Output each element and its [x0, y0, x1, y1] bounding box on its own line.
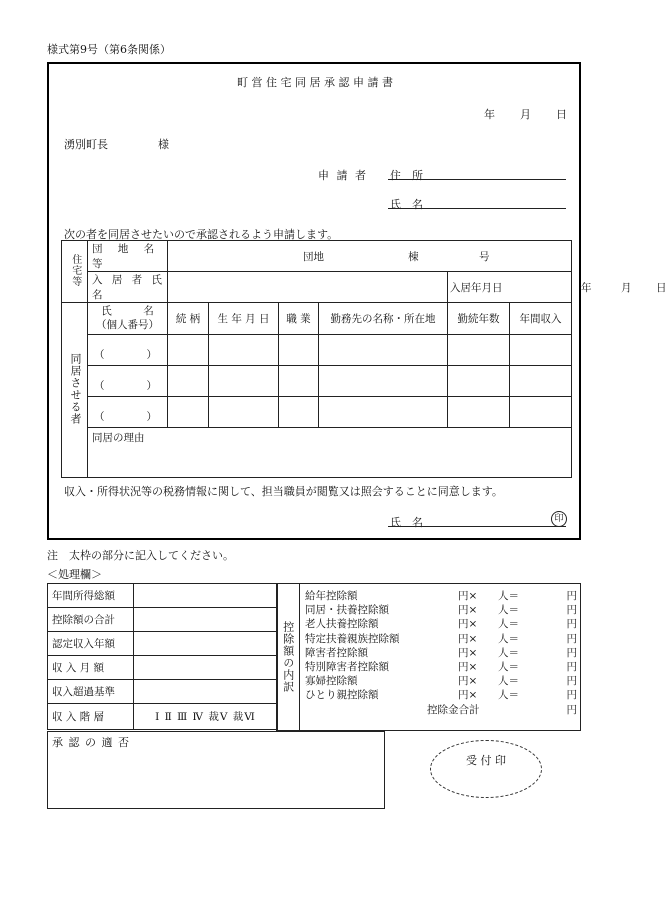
deduction-total-text: 控除金合計	[427, 703, 480, 716]
sama-label: 様	[158, 138, 169, 151]
housing-side-label: 住宅等	[62, 241, 88, 303]
date-day: 日	[556, 108, 567, 121]
list-item	[305, 602, 577, 616]
occupation-field[interactable]	[279, 397, 319, 428]
consent-name-label: 氏 名	[390, 516, 423, 529]
yen-times: 円×	[458, 675, 478, 688]
deduction-breakdown	[276, 583, 581, 731]
seal-icon: 印	[551, 511, 567, 527]
yen-times: 円×	[458, 632, 478, 645]
persons-equals: 人＝	[498, 590, 519, 602]
cohab-side-label: 同居させる者	[62, 303, 88, 478]
deduction-name: 寡婦控除額	[305, 675, 358, 688]
relation-field[interactable]	[168, 335, 209, 366]
consent-text: 収入・所得状況等の税務情報に関して、担当職員が閲覧又は照会することに同意します。	[64, 485, 503, 498]
monthly-income-field[interactable]	[134, 656, 278, 680]
deduction-name: 特定扶養親族控除額	[305, 632, 400, 645]
process-heading: ＜処理欄＞	[47, 568, 102, 581]
deduction-side-label: 控除額の内訳	[277, 584, 300, 730]
deduction-name: 老人扶養控除額	[305, 618, 379, 631]
note-text: 注 太枠の部分に記入してください。	[47, 549, 234, 562]
header-name: 氏 名 （個人番号）	[88, 303, 168, 335]
income-level-label: 収 入 階 層	[48, 704, 134, 730]
workplace-field[interactable]	[319, 397, 448, 428]
persons-equals: 人＝	[498, 604, 519, 617]
yen-times: 円×	[458, 590, 478, 602]
certified-income-label: 認定収入年額	[48, 632, 134, 656]
mayor-label: 湧別町長	[64, 138, 108, 151]
persons-equals: 人＝	[498, 675, 519, 688]
yen-unit: 円	[566, 675, 577, 688]
header-occupation: 職 業	[279, 303, 319, 335]
approval-label: 承 認 の 適 否	[52, 736, 130, 749]
years-field[interactable]	[448, 366, 510, 397]
list-item	[305, 645, 577, 659]
resident-name-field[interactable]	[168, 272, 448, 303]
applicant-name-field[interactable]	[388, 208, 566, 209]
yen-unit: 円	[566, 646, 577, 659]
yen-unit: 円	[566, 590, 577, 602]
workplace-field[interactable]	[319, 366, 448, 397]
consent-name-field[interactable]	[388, 526, 566, 527]
move-in-day: 日	[656, 282, 667, 294]
occupation-field[interactable]	[279, 335, 319, 366]
deduction-total-label: 控除額の合計	[48, 608, 134, 632]
address-field[interactable]	[388, 179, 566, 180]
persons-equals: 人＝	[498, 618, 519, 631]
move-in-month: 月	[621, 282, 632, 294]
table-row	[62, 366, 572, 397]
yen-unit: 円	[566, 703, 577, 716]
persons-equals: 人＝	[498, 660, 519, 673]
date-month: 月	[520, 108, 531, 121]
yen-unit: 円	[566, 632, 577, 645]
move-in-year: 年	[581, 282, 592, 294]
move-in-label: 入居年月日	[450, 282, 503, 294]
birthdate-field[interactable]	[209, 335, 279, 366]
list-item	[305, 616, 577, 630]
persons-equals: 人＝	[498, 689, 519, 702]
deduction-name: 同居・扶養控除額	[305, 604, 389, 617]
list-item	[305, 631, 577, 645]
excess-standard-field[interactable]	[134, 680, 278, 704]
name-label: 氏 名	[390, 198, 423, 211]
estate-value: 団地	[303, 251, 324, 263]
years-field[interactable]	[448, 335, 510, 366]
header-income: 年間収入	[510, 303, 572, 335]
resident-label: 入 居 者 氏 名	[88, 272, 168, 303]
yen-times: 円×	[458, 618, 478, 631]
annual-income-field[interactable]	[134, 584, 278, 608]
yen-times: 円×	[458, 689, 478, 702]
income-field[interactable]	[510, 397, 572, 428]
reason-label: 同居の理由	[92, 432, 145, 444]
certified-income-field[interactable]	[134, 632, 278, 656]
years-field[interactable]	[448, 397, 510, 428]
occupation-field[interactable]	[279, 366, 319, 397]
header-birthdate: 生 年 月 日	[209, 303, 279, 335]
deduction-total-field[interactable]	[134, 608, 278, 632]
yen-times: 円×	[458, 646, 478, 659]
building-unit: 棟	[408, 251, 419, 263]
yen-unit: 円	[566, 618, 577, 631]
yen-unit: 円	[566, 689, 577, 702]
cohab-name-field[interactable]: （ ）	[88, 366, 168, 397]
stamp-label: 受 付 印	[466, 754, 506, 767]
form-id: 様式第9号（第6条関係）	[47, 43, 171, 56]
yen-unit: 円	[566, 604, 577, 617]
deduction-name: 給年控除額	[305, 590, 358, 602]
approval-box[interactable]	[47, 731, 385, 809]
list-item	[305, 673, 577, 687]
yen-times: 円×	[458, 660, 478, 673]
estate-field[interactable]	[168, 241, 572, 272]
relation-field[interactable]	[168, 366, 209, 397]
estate-label: 団 地 名 等	[88, 241, 168, 272]
header-years: 勤続年数	[448, 303, 510, 335]
deduction-name: ひとり親控除額	[305, 689, 379, 702]
income-field[interactable]	[510, 366, 572, 397]
request-text: 次の者を同居させたいので承認されるよう申請します。	[64, 228, 339, 241]
reason-field[interactable]	[88, 428, 572, 478]
persons-equals: 人＝	[498, 632, 519, 645]
birthdate-field[interactable]	[209, 366, 279, 397]
date-year: 年	[484, 108, 495, 121]
address-label: 住 所	[390, 169, 423, 182]
yen-times: 円×	[458, 604, 478, 617]
list-item	[305, 687, 577, 701]
list-item	[305, 659, 577, 673]
main-table	[61, 240, 667, 478]
income-level-options[interactable]: Ⅰ Ⅱ Ⅲ Ⅳ 裁Ⅴ 裁Ⅵ	[134, 704, 278, 730]
number-unit: 号	[479, 251, 490, 263]
relation-field[interactable]	[168, 397, 209, 428]
list-item	[305, 588, 577, 602]
move-in-cell[interactable]	[448, 272, 667, 303]
workplace-field[interactable]	[319, 335, 448, 366]
deduction-list	[305, 588, 577, 716]
excess-standard-label: 収入超過基準	[48, 680, 134, 704]
deduction-total-row	[305, 702, 577, 716]
deduction-name: 障害者控除額	[305, 646, 368, 659]
deduction-name: 特別障害者控除額	[305, 660, 389, 673]
yen-unit: 円	[566, 660, 577, 673]
birthdate-field[interactable]	[209, 397, 279, 428]
header-relation: 続 柄	[168, 303, 209, 335]
page-title: 町 営 住 宅 同 居 承 認 申 請 書	[237, 76, 393, 89]
cohab-name-field[interactable]: （ ）	[88, 397, 168, 428]
annual-income-label: 年間所得総額	[48, 584, 134, 608]
table-row	[62, 335, 572, 366]
reception-stamp	[430, 740, 542, 798]
monthly-income-label: 収 入 月 額	[48, 656, 134, 680]
cohab-name-field[interactable]: （ ）	[88, 335, 168, 366]
income-field[interactable]	[510, 335, 572, 366]
header-workplace: 勤務先の名称・所在地	[319, 303, 448, 335]
applicant-label: 申 請 者	[318, 169, 368, 182]
persons-equals: 人＝	[498, 646, 519, 659]
table-row	[62, 397, 572, 428]
process-table	[47, 583, 278, 730]
